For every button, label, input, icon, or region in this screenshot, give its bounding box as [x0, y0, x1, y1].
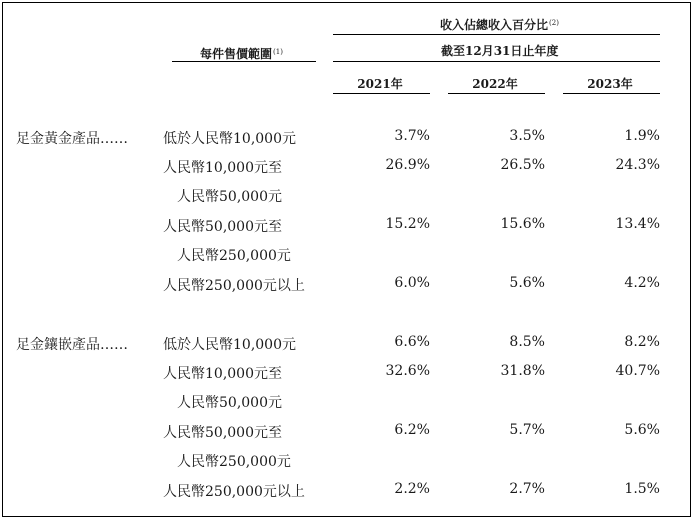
value-2022: 31.8% [500, 363, 545, 379]
price-range-footnote: (1) [273, 48, 283, 56]
value-2021: 2.2% [394, 481, 430, 497]
value-2021: 6.2% [394, 422, 430, 438]
band-row-label-cont: 人民幣250,000元 [177, 248, 291, 264]
price-range-header [200, 45, 283, 62]
value-2022: 2.7% [509, 481, 545, 497]
band-row-label-cont: 人民幣50,000元 [177, 395, 282, 411]
value-2022: 3.5% [509, 128, 545, 144]
year-2023-header: 2023年 [587, 77, 633, 91]
revenue-pct-footnote: (2) [549, 19, 559, 27]
band-row-label: 人民幣50,000元至 [163, 219, 282, 235]
value-2023: 1.9% [624, 128, 660, 144]
year-2021-header: 2021年 [357, 77, 403, 91]
band-row-label-cont: 人民幣50,000元 [177, 189, 282, 205]
year-2023-rule [563, 93, 660, 94]
value-2023: 4.2% [624, 275, 660, 291]
category-inlaid-products: 足金鑲嵌產品…… [16, 337, 128, 353]
category-gold-products: 足金黃金產品…… [16, 131, 128, 147]
value-2022: 15.6% [500, 216, 545, 232]
period-rule [333, 61, 660, 62]
value-2021: 26.9% [385, 157, 430, 173]
band-row-label: 人民幣10,000元至 [163, 160, 282, 176]
value-2022: 26.5% [500, 157, 545, 173]
band-row-label: 人民幣250,000元以上 [163, 278, 305, 294]
price-range-rule [172, 61, 316, 62]
year-2022-rule [448, 93, 545, 94]
year-2022-header: 2022年 [472, 77, 518, 91]
value-2023: 8.2% [624, 334, 660, 350]
value-2021: 6.6% [394, 334, 430, 350]
value-2022: 8.5% [509, 334, 545, 350]
band-row-label: 人民幣10,000元至 [163, 366, 282, 382]
band-row-label: 低於人民幣10,000元 [163, 131, 296, 147]
value-2023: 5.6% [624, 422, 660, 438]
value-2021: 15.2% [385, 216, 430, 232]
value-2021: 6.0% [394, 275, 430, 291]
value-2022: 5.7% [509, 422, 545, 438]
year-2021-rule [333, 93, 430, 94]
band-row-label: 低於人民幣10,000元 [163, 337, 296, 353]
price-range-label: 每件售價範圍 [200, 47, 273, 61]
revenue-pct-label: 收入佔總收入百分比 [440, 18, 549, 32]
value-2021: 32.6% [385, 363, 430, 379]
value-2023: 40.7% [615, 363, 660, 379]
value-2023: 1.5% [624, 481, 660, 497]
band-row-label-cont: 人民幣250,000元 [177, 454, 291, 470]
revenue-pct-header [440, 16, 559, 33]
band-row-label: 人民幣250,000元以上 [163, 484, 305, 500]
value-2023: 24.3% [615, 157, 660, 173]
value-2021: 3.7% [394, 128, 430, 144]
value-2023: 13.4% [615, 216, 660, 232]
revenue-pct-rule [333, 34, 660, 35]
period-header: 截至12月31日止年度 [441, 44, 559, 58]
value-2022: 5.6% [509, 275, 545, 291]
band-row-label: 人民幣50,000元至 [163, 425, 282, 441]
